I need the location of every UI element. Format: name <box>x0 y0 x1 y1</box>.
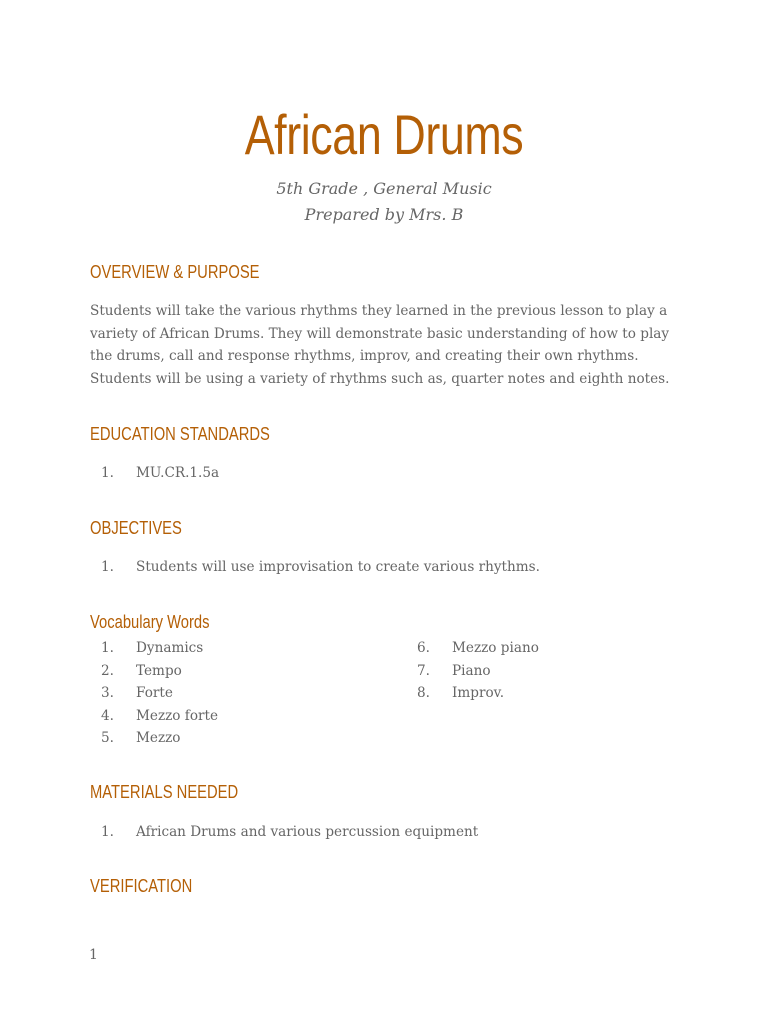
list-item: 1. African Drums and various percussion equipment <box>101 824 479 840</box>
standards-heading: EDUCATION STANDARDS <box>90 424 270 444</box>
objectives-heading: OBJECTIVES <box>90 518 182 538</box>
page-number: 1 <box>89 947 98 963</box>
overview-paragraph: Students will take the various rhythms they learned in the previous lesson to play a variety of African Drums. They will demonstrate basic understanding of how to play the drums, call and response rhythms, improv, and creating their own rhythms. Students will be using a variety of rhythms such as, quarter notes and eighth notes. <box>90 303 670 387</box>
list-item: 5. Mezzo <box>101 730 181 747</box>
standards-list <box>90 462 219 485</box>
list-item: 4. Mezzo forte <box>101 707 219 724</box>
overview-heading: OVERVIEW & PURPOSE <box>90 262 260 282</box>
vocabulary-list-right <box>406 637 539 705</box>
list-item: 1. Dynamics <box>101 640 204 656</box>
materials-heading: MATERIALS NEEDED <box>90 782 239 802</box>
subtitle-author: Prepared by Mrs. B <box>304 205 464 224</box>
materials-list <box>90 821 478 844</box>
vocabulary-heading: Vocabulary Words <box>90 612 210 632</box>
list-item: 1. MU.CR.1.5a <box>101 465 220 481</box>
document-title: African Drums <box>244 103 524 166</box>
subtitle-grade: 5th Grade , General Music <box>276 179 492 198</box>
list-item: 3. Forte <box>101 685 173 702</box>
objectives-list <box>90 556 540 579</box>
vocabulary-list-left <box>90 637 218 750</box>
list-item: 2. Tempo <box>101 662 182 679</box>
list-item: 8. Improv. <box>417 685 505 702</box>
verification-heading: VERIFICATION <box>90 876 193 896</box>
list-item: 6. Mezzo piano <box>417 640 539 656</box>
list-item: 7. Piano <box>417 662 491 679</box>
list-item: 1. Students will use improvisation to create various rhythms. <box>101 559 540 575</box>
subtitle <box>0 176 768 228</box>
